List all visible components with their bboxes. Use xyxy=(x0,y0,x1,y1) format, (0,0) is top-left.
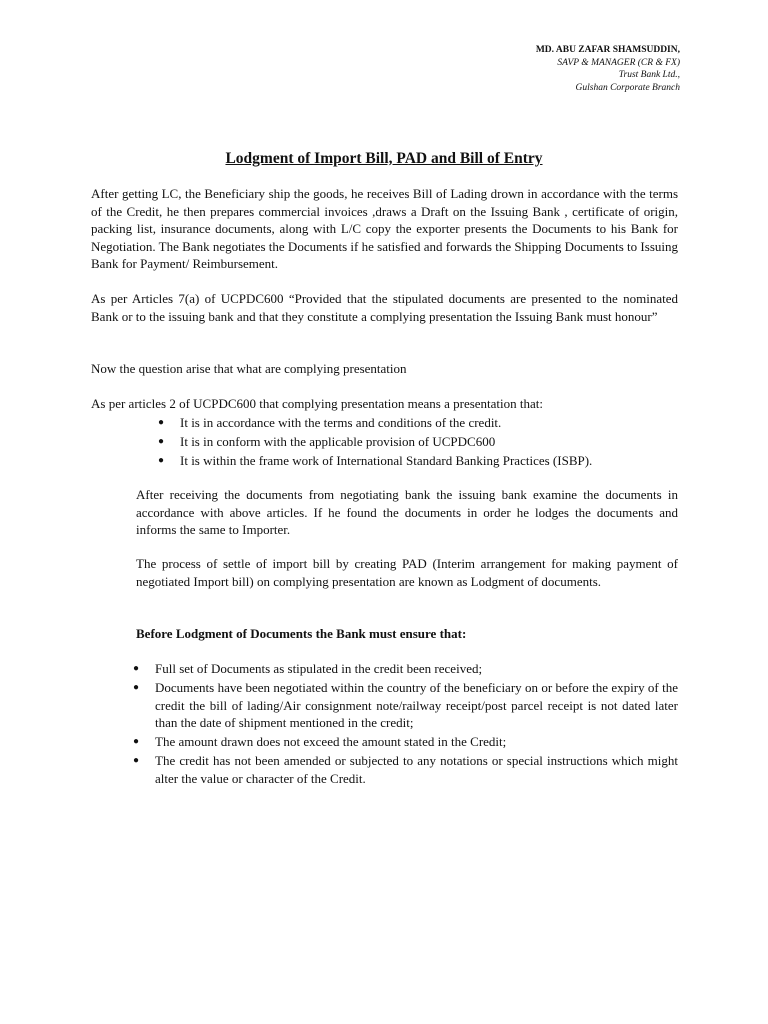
paragraph-question: Now the question arise that what are complying presentation xyxy=(91,361,407,376)
author-title: SAVP & MANAGER (CR & FX) xyxy=(557,57,680,68)
list-item: ● It is in accordance with the terms and conditions of the credit. xyxy=(158,413,678,432)
paragraph-lc-process: After getting LC, the Beneficiary ship the goods, he receives Bill of Lading drown in accordance with the terms of the Credit, he then prepares commercial invoices ,draws a Draft on the Issuing Bank , certificate of origin, packing list, insurance documents, along with L/C copy the exporter presents the Documents to his Bank for Negotiation. The Bank negotiates the Documents if he satisfied and forwards the Shipping Documents to Issuing Bank for Payment/ Reimbursement. xyxy=(91,186,678,272)
author-name: MD. ABU ZAFAR SHAMSUDDIN, xyxy=(535,45,680,55)
author-branch: Gulshan Corporate Branch xyxy=(575,82,680,93)
author-header xyxy=(536,44,680,94)
document-title: Lodgment of Import Bill, PAD and Bill of Entry xyxy=(225,150,543,167)
paragraph-examination: After receiving the documents from negotiating bank the issuing bank examine the documents in accordance with above articles. If he found the documents in order he lodges the documents and informs the same to Importer. xyxy=(136,487,678,538)
author-bank: Trust Bank Ltd., xyxy=(618,70,680,80)
list-item: ● Documents have been negotiated within the country of the beneficiary on or before the expiry of the credit the bill of lading/Air consignment note/railway receipt/post parcel receipt is not dated later than the date of shipment mentioned in the credit; xyxy=(133,679,678,732)
list-item: ● It is in conform with the applicable provision of UCPDC600 xyxy=(158,432,678,451)
paragraph-article-2: As per articles 2 of UCPDC600 that complying presentation means a presentation that: xyxy=(91,396,544,411)
paragraph-article-7a: As per Articles 7(a) of UCPDC600 “Provided that the stipulated documents are presented to the nominated Bank or to the issuing bank and that they constitute a complying presentation the Issuing Bank must honour” xyxy=(91,291,678,324)
section-heading: Before Lodgment of Documents the Bank must ensure that: xyxy=(136,626,467,641)
list-item: ● The amount drawn does not exceed the amount stated in the Credit; xyxy=(133,733,678,751)
list-item: ● It is within the frame work of International Standard Banking Practices (ISBP). xyxy=(158,451,678,470)
complying-presentation-list xyxy=(158,413,678,470)
paragraph-pad-process: The process of settle of import bill by creating PAD (Interim arrangement for making payment of negotiated Import bill) on complying presentation are known as Lodgment of documents. xyxy=(136,556,678,589)
list-item: ● The credit has not been amended or subjected to any notations or special instructions which might alter the value or character of the Credit. xyxy=(133,752,678,787)
lodgment-checklist xyxy=(133,660,678,789)
list-item: ● Full set of Documents as stipulated in the credit been received; xyxy=(133,660,678,678)
